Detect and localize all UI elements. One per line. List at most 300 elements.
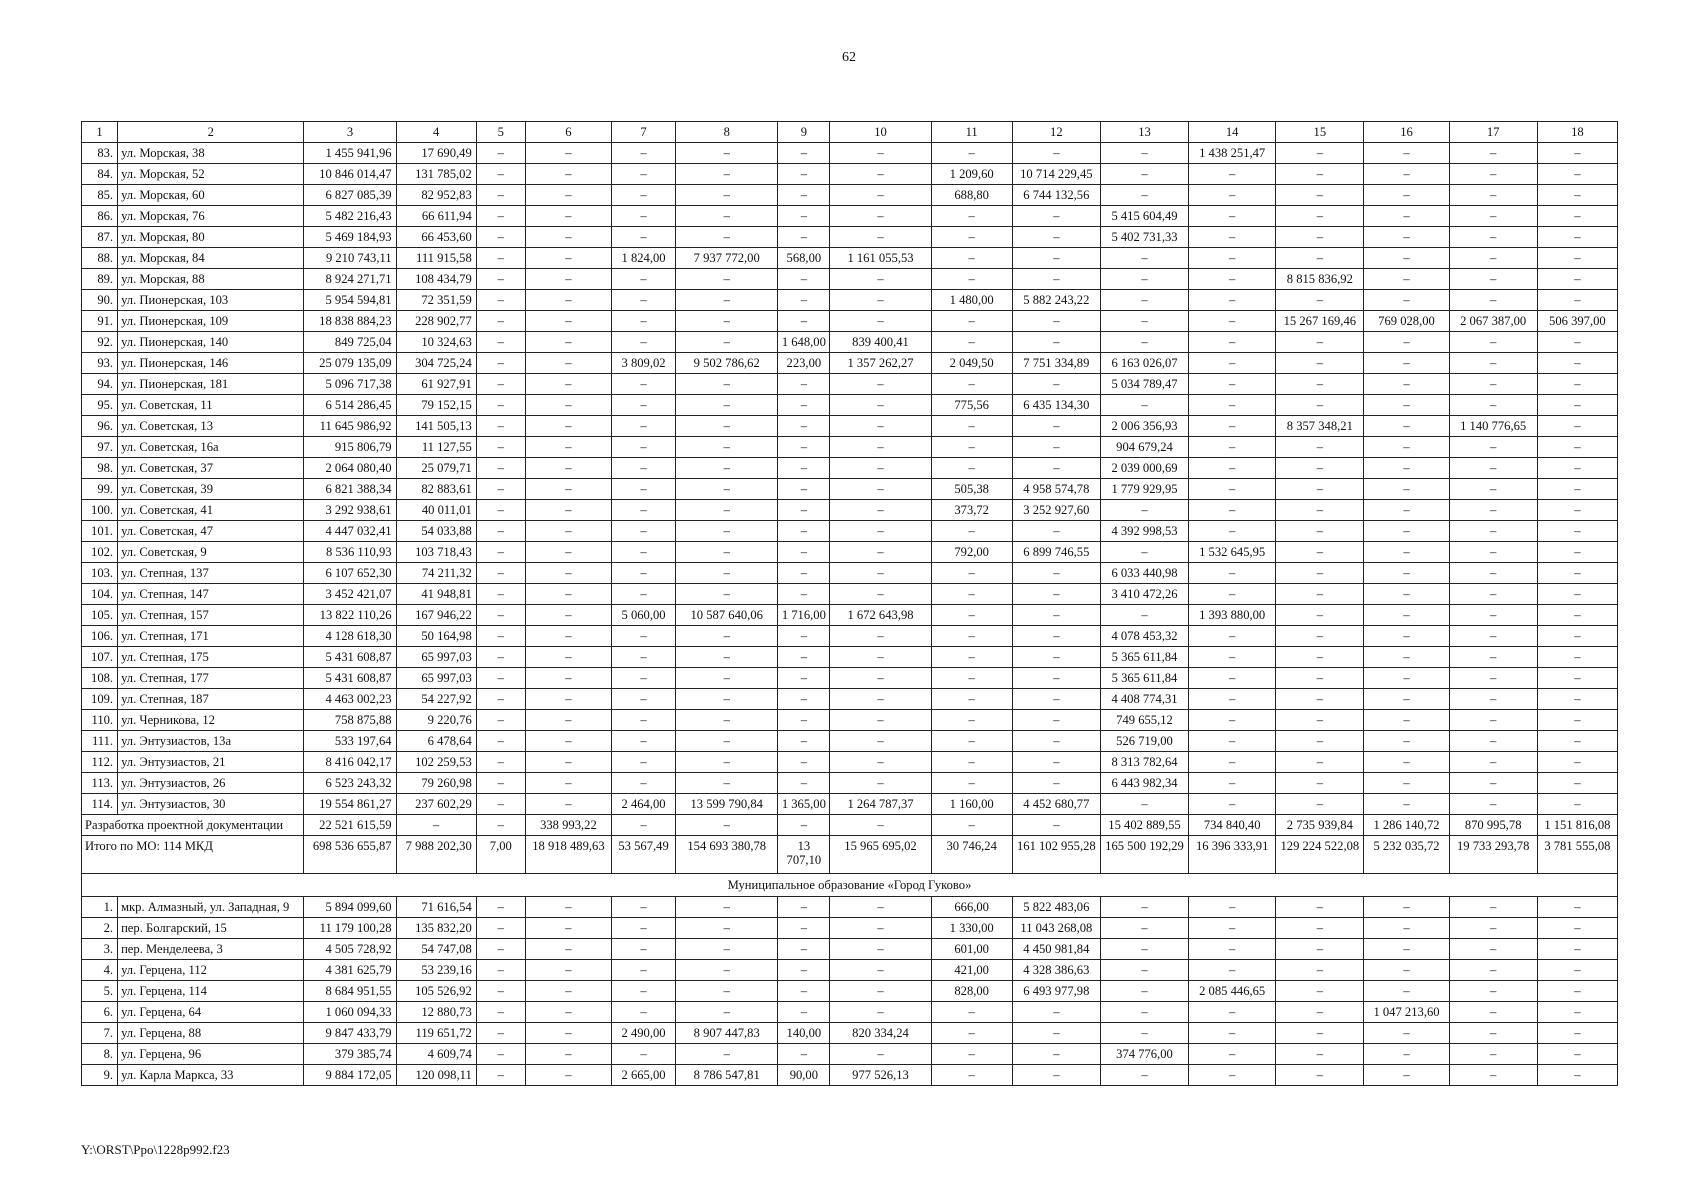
table-cell: –	[778, 647, 830, 668]
table-cell: 3 252 927,60	[1012, 500, 1100, 521]
table-cell: –	[830, 227, 931, 248]
table-cell: 506 397,00	[1537, 311, 1617, 332]
table-cell: –	[1449, 605, 1537, 626]
table-cell: –	[676, 689, 778, 710]
table-cell: –	[1276, 500, 1364, 521]
table-cell: 2 049,50	[931, 353, 1012, 374]
table-cell: –	[778, 164, 830, 185]
table-cell: –	[1364, 918, 1449, 939]
table-cell: 79 260,98	[396, 773, 476, 794]
table-cell: 120 098,11	[396, 1065, 476, 1086]
table-cell: 2 039 000,69	[1100, 458, 1188, 479]
table-cell: –	[1012, 1002, 1100, 1023]
table-cell: –	[1537, 227, 1617, 248]
table-cell: 65 997,03	[396, 668, 476, 689]
table-cell: 14	[1189, 122, 1276, 143]
table-cell: ул. Герцена, 96	[118, 1044, 304, 1065]
table-cell: 6.	[82, 1002, 118, 1023]
table-cell: 4 447 032,41	[304, 521, 396, 542]
table-cell: –	[1276, 332, 1364, 353]
table-cell: –	[1537, 353, 1617, 374]
table-row	[82, 960, 1618, 981]
table-cell: 5 232 035,72	[1364, 836, 1449, 874]
table-cell: –	[1276, 752, 1364, 773]
table-cell: –	[1012, 752, 1100, 773]
table-cell: 4.	[82, 960, 118, 981]
table-cell: ул. Энтузиастов, 26	[118, 773, 304, 794]
table-cell: 223,00	[778, 353, 830, 374]
table-cell: –	[612, 479, 676, 500]
table-cell: ул. Степная, 175	[118, 647, 304, 668]
table-cell: 13 822 110,26	[304, 605, 396, 626]
table-cell: –	[1276, 668, 1364, 689]
table-cell: –	[1449, 500, 1537, 521]
table-cell: –	[1100, 897, 1188, 918]
table-row	[82, 1044, 1618, 1065]
table-cell: 165 500 192,29	[1100, 836, 1188, 874]
table-cell: –	[1449, 206, 1537, 227]
table-cell: 86.	[82, 206, 118, 227]
table-cell: –	[778, 981, 830, 1002]
table-cell: 1 047 213,60	[1364, 1002, 1449, 1023]
table-cell: 101.	[82, 521, 118, 542]
table-cell: –	[676, 1002, 778, 1023]
table-cell: –	[830, 731, 931, 752]
table-cell: ул. Советская, 39	[118, 479, 304, 500]
table-cell: –	[1364, 143, 1449, 164]
table-cell: –	[778, 731, 830, 752]
table-cell: –	[1537, 1065, 1617, 1086]
table-cell: ул. Энтузиастов, 30	[118, 794, 304, 815]
table-cell: –	[676, 437, 778, 458]
table-cell: –	[476, 981, 525, 1002]
table-cell: –	[476, 353, 525, 374]
table-cell: –	[612, 1044, 676, 1065]
table-cell: –	[1189, 206, 1276, 227]
table-cell: –	[1537, 248, 1617, 269]
table-cell: –	[1364, 332, 1449, 353]
table-cell: –	[476, 164, 525, 185]
table-cell: –	[1012, 605, 1100, 626]
table-row	[82, 521, 1618, 542]
table-cell: 533 197,64	[304, 731, 396, 752]
table-cell: –	[525, 542, 611, 563]
table-cell: 11 645 986,92	[304, 416, 396, 437]
table-cell: –	[476, 542, 525, 563]
table-cell: –	[525, 143, 611, 164]
page-number: 62	[842, 50, 856, 65]
table-cell: –	[778, 437, 830, 458]
table-cell: 25 079 135,09	[304, 353, 396, 374]
table-row	[82, 227, 1618, 248]
table-row	[82, 773, 1618, 794]
table-cell: –	[476, 227, 525, 248]
table-cell: –	[612, 815, 676, 836]
table-cell: –	[1012, 710, 1100, 731]
table-cell: 1 716,00	[778, 605, 830, 626]
table-row	[82, 668, 1618, 689]
table-cell: –	[476, 773, 525, 794]
table-cell: 5 954 594,81	[304, 290, 396, 311]
table-cell: –	[830, 939, 931, 960]
table-cell: Итого по МО: 114 МКД	[82, 836, 304, 874]
table-cell: 6 821 388,34	[304, 479, 396, 500]
table-cell: 5 402 731,33	[1100, 227, 1188, 248]
table-cell: 4 078 453,32	[1100, 626, 1188, 647]
table-cell: –	[830, 206, 931, 227]
table-cell: 5 415 604,49	[1100, 206, 1188, 227]
table-cell: –	[676, 918, 778, 939]
footer-file-path: Y:\ORST\Ppo\1228p992.f23	[81, 1142, 230, 1157]
table-cell: –	[1276, 353, 1364, 374]
table-cell: –	[1276, 794, 1364, 815]
table-cell: –	[931, 815, 1012, 836]
table-cell: 4	[396, 122, 476, 143]
table-cell: 5 096 717,38	[304, 374, 396, 395]
table-cell: 828,00	[931, 981, 1012, 1002]
table-cell: 94.	[82, 374, 118, 395]
table-row	[82, 479, 1618, 500]
table-cell: –	[830, 311, 931, 332]
table-cell: –	[1449, 248, 1537, 269]
table-cell: –	[525, 668, 611, 689]
table-cell: –	[1537, 897, 1617, 918]
table-cell: –	[476, 626, 525, 647]
table-cell: –	[1012, 731, 1100, 752]
table-cell: –	[778, 521, 830, 542]
table-cell: –	[676, 939, 778, 960]
table-cell: –	[931, 206, 1012, 227]
table-cell: ул. Пионерская, 109	[118, 311, 304, 332]
table-cell: –	[1189, 437, 1276, 458]
table-cell: –	[1189, 918, 1276, 939]
table-cell: –	[525, 332, 611, 353]
table-cell: 102.	[82, 542, 118, 563]
table-cell: –	[1537, 395, 1617, 416]
table-cell: –	[1012, 668, 1100, 689]
table-cell: –	[1189, 773, 1276, 794]
table-cell: –	[476, 752, 525, 773]
table-cell: –	[1364, 731, 1449, 752]
table-cell: –	[1100, 605, 1188, 626]
table-cell: –	[525, 647, 611, 668]
table-cell: –	[676, 479, 778, 500]
table-cell: 71 616,54	[396, 897, 476, 918]
table-cell: –	[778, 143, 830, 164]
table-cell: 5 431 608,87	[304, 668, 396, 689]
table-cell: –	[1189, 563, 1276, 584]
table-cell: –	[1189, 479, 1276, 500]
table-cell: 13	[1100, 122, 1188, 143]
table-cell: –	[1449, 1044, 1537, 1065]
table-cell: –	[612, 981, 676, 1002]
table-cell: 85.	[82, 185, 118, 206]
table-row	[82, 374, 1618, 395]
table-cell: 5 822 483,06	[1012, 897, 1100, 918]
table-cell: 3 781 555,08	[1537, 836, 1617, 874]
table-cell: –	[1189, 731, 1276, 752]
table-cell: –	[676, 542, 778, 563]
table-cell: –	[676, 143, 778, 164]
table-cell: 5 365 611,84	[1100, 668, 1188, 689]
table-cell: –	[612, 437, 676, 458]
table-cell: 9 220,76	[396, 710, 476, 731]
table-cell: –	[525, 437, 611, 458]
table-cell: –	[676, 710, 778, 731]
table-cell: –	[612, 332, 676, 353]
table-cell: –	[1189, 269, 1276, 290]
table-cell: 5 482 216,43	[304, 206, 396, 227]
table-cell: –	[1100, 248, 1188, 269]
table-cell: –	[1276, 584, 1364, 605]
table-cell: –	[1189, 960, 1276, 981]
table-cell: 108 434,79	[396, 269, 476, 290]
table-cell: –	[1449, 353, 1537, 374]
table-cell: 106.	[82, 626, 118, 647]
table-cell: –	[830, 960, 931, 981]
table-cell: 758 875,88	[304, 710, 396, 731]
table-cell: –	[476, 269, 525, 290]
table-cell: –	[525, 918, 611, 939]
table-cell: 6 493 977,98	[1012, 981, 1100, 1002]
table-cell: –	[1364, 1023, 1449, 1044]
table-cell: –	[1449, 918, 1537, 939]
table-cell: 109.	[82, 689, 118, 710]
table-cell: –	[612, 626, 676, 647]
table-cell: 83.	[82, 143, 118, 164]
table-cell: –	[1189, 185, 1276, 206]
table-cell: 79 152,15	[396, 395, 476, 416]
table-row	[82, 458, 1618, 479]
table-cell: –	[1364, 248, 1449, 269]
table-cell: 129 224 522,08	[1276, 836, 1364, 874]
table-cell: 114.	[82, 794, 118, 815]
table-cell: –	[1276, 395, 1364, 416]
table-cell: ул. Энтузиастов, 21	[118, 752, 304, 773]
table-cell: –	[1537, 542, 1617, 563]
table-row	[82, 395, 1618, 416]
table-cell: 8 416 042,17	[304, 752, 396, 773]
table-cell: –	[1364, 164, 1449, 185]
table-cell: –	[476, 794, 525, 815]
table-cell: –	[778, 626, 830, 647]
table-cell: –	[830, 269, 931, 290]
table-cell: –	[476, 689, 525, 710]
table-cell: 102 259,53	[396, 752, 476, 773]
table-cell: 87.	[82, 227, 118, 248]
table-cell: –	[830, 290, 931, 311]
table-cell: –	[612, 1002, 676, 1023]
table-cell: 61 927,91	[396, 374, 476, 395]
table-cell: –	[1189, 689, 1276, 710]
header-row	[82, 122, 1618, 143]
table-cell: –	[830, 815, 931, 836]
table-cell: ул. Морская, 76	[118, 206, 304, 227]
table-cell: –	[830, 521, 931, 542]
table-cell: –	[612, 710, 676, 731]
table-cell: –	[476, 731, 525, 752]
table-cell: –	[778, 960, 830, 981]
table-cell: –	[525, 311, 611, 332]
table-cell: 4 463 002,23	[304, 689, 396, 710]
table-cell: –	[1012, 332, 1100, 353]
table-cell: –	[778, 395, 830, 416]
table-cell: –	[1276, 143, 1364, 164]
table-cell: ул. Герцена, 64	[118, 1002, 304, 1023]
table-cell: –	[1012, 647, 1100, 668]
table-cell: –	[525, 1023, 611, 1044]
table-cell: 304 725,24	[396, 353, 476, 374]
table-cell: 8 786 547,81	[676, 1065, 778, 1086]
table-row	[82, 939, 1618, 960]
table-cell: –	[676, 374, 778, 395]
table-cell: –	[1276, 647, 1364, 668]
table-cell: –	[1364, 542, 1449, 563]
total-row	[82, 836, 1618, 874]
table-cell: 11	[931, 122, 1012, 143]
table-cell: –	[931, 521, 1012, 542]
table-cell: –	[525, 1002, 611, 1023]
table-cell: 112.	[82, 752, 118, 773]
table-cell: –	[1537, 960, 1617, 981]
table-cell: –	[1100, 164, 1188, 185]
table-cell: –	[676, 458, 778, 479]
table-cell: 2 006 356,93	[1100, 416, 1188, 437]
table-cell: 8 907 447,83	[676, 1023, 778, 1044]
table-cell: –	[1364, 626, 1449, 647]
table-cell: ул. Пионерская, 146	[118, 353, 304, 374]
table-cell: –	[1276, 479, 1364, 500]
section-title-row	[82, 874, 1618, 897]
table-row	[82, 248, 1618, 269]
table-cell: –	[1449, 710, 1537, 731]
table-cell: –	[525, 185, 611, 206]
table-cell: ул. Советская, 9	[118, 542, 304, 563]
table-cell: –	[525, 752, 611, 773]
table-cell: 3	[304, 122, 396, 143]
table-row	[82, 290, 1618, 311]
table-cell: –	[778, 311, 830, 332]
table-row	[82, 185, 1618, 206]
table-cell: –	[1189, 794, 1276, 815]
table-cell: 4 381 625,79	[304, 960, 396, 981]
table-cell: –	[676, 206, 778, 227]
table-cell: –	[1012, 458, 1100, 479]
table-cell: ул. Советская, 41	[118, 500, 304, 521]
table-cell: –	[1364, 1044, 1449, 1065]
table-cell: 1 060 094,33	[304, 1002, 396, 1023]
table-row	[82, 897, 1618, 918]
table-cell: –	[476, 437, 525, 458]
table-cell: 72 351,59	[396, 290, 476, 311]
table-cell: 526 719,00	[1100, 731, 1188, 752]
table-cell: –	[476, 332, 525, 353]
table-cell: –	[778, 897, 830, 918]
table-cell: –	[476, 248, 525, 269]
table-cell: 103.	[82, 563, 118, 584]
table-cell: –	[931, 1065, 1012, 1086]
table-row	[82, 164, 1618, 185]
table-cell: –	[476, 605, 525, 626]
table-cell: –	[1276, 1044, 1364, 1065]
table-cell: –	[830, 542, 931, 563]
table-cell: 15 402 889,55	[1100, 815, 1188, 836]
table-cell: –	[525, 1044, 611, 1065]
table-cell: –	[525, 353, 611, 374]
table-cell: –	[612, 542, 676, 563]
table-cell: –	[1012, 227, 1100, 248]
table-cell: 82 952,83	[396, 185, 476, 206]
table-cell: –	[830, 981, 931, 1002]
table-cell: 792,00	[931, 542, 1012, 563]
table-cell: Разработка проектной документации	[82, 815, 304, 836]
table-cell: 7 751 334,89	[1012, 353, 1100, 374]
table-cell: –	[1276, 981, 1364, 1002]
table-cell: –	[830, 185, 931, 206]
table-cell: –	[1364, 395, 1449, 416]
table-cell: –	[931, 416, 1012, 437]
table-cell: –	[1364, 458, 1449, 479]
table-cell: 228 902,77	[396, 311, 476, 332]
table-cell: –	[1364, 416, 1449, 437]
table-cell: –	[1449, 332, 1537, 353]
table-cell: 1 357 262,27	[830, 353, 931, 374]
table-cell: 6 033 440,98	[1100, 563, 1188, 584]
table-cell: –	[525, 458, 611, 479]
table-cell: –	[476, 710, 525, 731]
table-cell: –	[1364, 437, 1449, 458]
table-cell: 53 567,49	[612, 836, 676, 874]
table-cell: –	[676, 626, 778, 647]
table-row	[82, 1002, 1618, 1023]
table-cell: –	[1449, 1065, 1537, 1086]
table-cell: 5 365 611,84	[1100, 647, 1188, 668]
table-cell: 6	[525, 122, 611, 143]
table-cell: –	[1537, 269, 1617, 290]
table-cell: –	[1449, 626, 1537, 647]
table-cell: 66 611,94	[396, 206, 476, 227]
table-cell: 15 267 169,46	[1276, 311, 1364, 332]
table-cell: –	[1276, 1065, 1364, 1086]
table-cell: 3 292 938,61	[304, 500, 396, 521]
table-cell: –	[830, 752, 931, 773]
design-documentation-row	[82, 815, 1618, 836]
table-cell: –	[830, 668, 931, 689]
table-cell: 92.	[82, 332, 118, 353]
table-cell: –	[1100, 1023, 1188, 1044]
table-cell: –	[1189, 395, 1276, 416]
table-cell: –	[1012, 521, 1100, 542]
table-cell: –	[1449, 981, 1537, 1002]
table-cell: –	[1537, 1002, 1617, 1023]
table-cell: –	[1364, 290, 1449, 311]
table-cell: 849 725,04	[304, 332, 396, 353]
table-cell: 338 993,22	[525, 815, 611, 836]
table-cell: –	[1100, 185, 1188, 206]
table-cell: –	[612, 311, 676, 332]
table-cell: 9.	[82, 1065, 118, 1086]
table-cell: –	[1012, 269, 1100, 290]
table-cell: –	[1449, 542, 1537, 563]
table-cell: 8	[676, 122, 778, 143]
table-cell: –	[1449, 185, 1537, 206]
table-cell: –	[612, 584, 676, 605]
table-cell: –	[1364, 981, 1449, 1002]
table-cell: –	[525, 500, 611, 521]
table-cell: 89.	[82, 269, 118, 290]
table-cell: –	[676, 563, 778, 584]
table-row	[82, 689, 1618, 710]
